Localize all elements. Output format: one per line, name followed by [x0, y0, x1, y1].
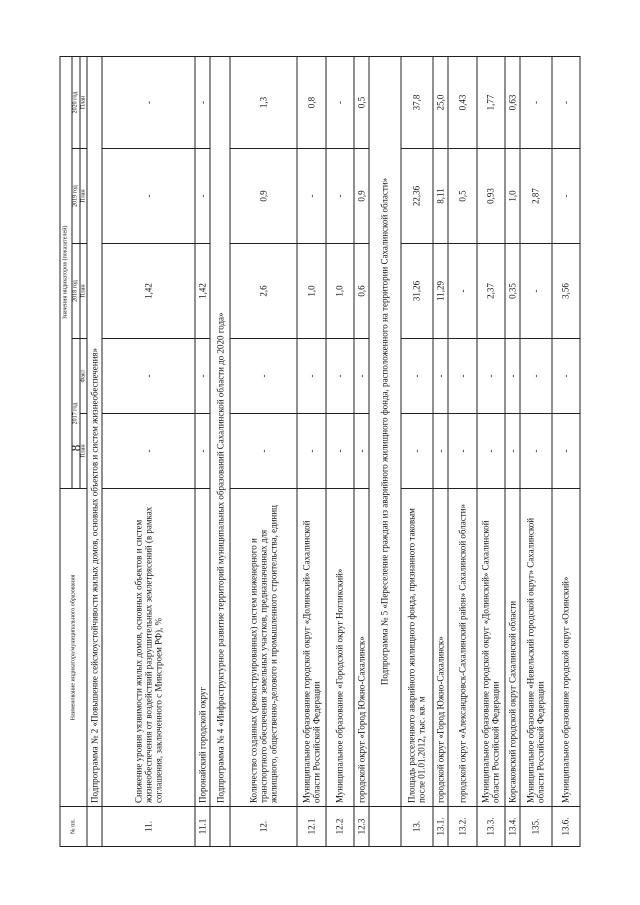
plan-2020-value: - [102, 56, 195, 148]
plan-2017-value: - [552, 414, 580, 489]
table-row [477, 56, 505, 846]
fact-2017-value: - [401, 339, 434, 414]
plan-2018-value: 11,29 [433, 244, 448, 339]
plan-2017-value: - [102, 414, 195, 489]
row-name: Поронайский городской округ [195, 489, 210, 807]
plan-2018-value: 0,35 [505, 244, 520, 339]
header-2018-plan: План [80, 244, 88, 339]
plan-2020-value: 25,0 [433, 56, 448, 148]
table-row [448, 56, 476, 846]
row-number: 13.1. [433, 807, 448, 847]
table-row [326, 56, 354, 846]
plan-2020-value: 0,43 [448, 56, 476, 148]
header-2019-plan: План [80, 149, 88, 244]
indicators-table [60, 56, 581, 847]
plan-2020-value: 0,63 [505, 56, 520, 148]
plan-2018-value: 0,6 [354, 244, 369, 339]
plan-2019-value: - [552, 149, 580, 244]
plan-2019-value: 8,11 [433, 149, 448, 244]
section-title: Подпрограмма № 5 «Переселение граждан из аварийного жилищного фонда, расположенного на территории Сахалинской области» [369, 56, 401, 806]
row-name: городской округ «Город Южно-Сахалинск» [433, 489, 448, 807]
plan-2020-value: 0,8 [297, 56, 325, 148]
header-2018: 2018 год [72, 244, 80, 339]
plan-2017-value: - [448, 414, 476, 489]
plan-2020-value: - [552, 56, 580, 148]
row-number: 13.4. [505, 807, 520, 847]
plan-2017-value: - [520, 414, 552, 489]
fact-2017-value: - [195, 339, 210, 414]
row-number: 11.1 [195, 807, 210, 847]
row-name: Муниципальное образование городской округ «Долинский» Сахалинской области Российской Федерации [297, 489, 325, 807]
fact-2017-value: - [552, 339, 580, 414]
header-number: № пп. [60, 807, 87, 847]
plan-2020-value: - [326, 56, 354, 148]
fact-2017-value: - [505, 339, 520, 414]
row-name: городской округ «Город Южно-Сахалинск» [354, 489, 369, 807]
plan-2017-value: - [230, 414, 297, 489]
section-number-cell [369, 807, 401, 847]
rotated-table-container [60, 57, 581, 847]
header-2017: 2017 год [72, 339, 80, 489]
section-number-cell [210, 807, 230, 847]
header-2020-plan: План [80, 56, 88, 148]
plan-2019-value: 1,0 [505, 149, 520, 244]
plan-2019-value: 0,93 [477, 149, 505, 244]
plan-2017-value: - [433, 414, 448, 489]
plan-2017-value: - [297, 414, 325, 489]
row-number: 13. [401, 807, 434, 847]
table-row [297, 56, 325, 846]
plan-2020-value: - [520, 56, 552, 148]
row-name: Муниципальное образование «Невельский городской округ» Сахалинской области Российской Федерации [520, 489, 552, 807]
plan-2017-value: - [354, 414, 369, 489]
plan-2020-value: 1,77 [477, 56, 505, 148]
fact-2017-value: - [477, 339, 505, 414]
fact-2017-value: - [326, 339, 354, 414]
table-row [195, 56, 210, 846]
plan-2018-value: - [448, 244, 476, 339]
table-row [552, 56, 580, 846]
plan-2018-value: 1,0 [297, 244, 325, 339]
table-row [505, 56, 520, 846]
header-values: Значения индикаторов (показателей) [60, 56, 72, 488]
plan-2018-value: 31,26 [401, 244, 434, 339]
plan-2019-value: 2,87 [520, 149, 552, 244]
fact-2017-value: - [297, 339, 325, 414]
plan-2018-value: 2,6 [230, 244, 297, 339]
row-name: Муниципальное образование «Городской округ Ногликский» [326, 489, 354, 807]
header-name: Наименование индикатора/муниципального образования [60, 489, 87, 807]
table-row [520, 56, 552, 846]
fact-2017-value: - [102, 339, 195, 414]
plan-2017-value: - [401, 414, 434, 489]
header-2019: 2019 год [72, 149, 80, 244]
plan-2019-value: - [326, 149, 354, 244]
plan-2019-value: - [102, 149, 195, 244]
table-row [433, 56, 448, 846]
section-title: Подпрограмма № 4 «Инфраструктурное развитие территорий муниципальных образований Сахалинской области до 2020 года» [210, 56, 230, 806]
row-name: Количество созданных (реконструированных) систем инженерного и транспортного обеспечения земельных участков, предназначенных для жилищного, общественно-делового и промышленного строительства, единиц [230, 489, 297, 807]
fact-2017-value: - [520, 339, 552, 414]
plan-2018-value: 3,56 [552, 244, 580, 339]
header-2020: 2020 год [72, 56, 80, 148]
fact-2017-value: - [448, 339, 476, 414]
plan-2020-value: 1,3 [230, 56, 297, 148]
fact-2017-value: - [230, 339, 297, 414]
table-header [60, 56, 87, 846]
table-body [87, 56, 580, 846]
row-number: 12.1 [297, 807, 325, 847]
row-name: Муниципальное образование городской округ «Долинский» Сахалинской области Российской Федерации [477, 489, 505, 807]
plan-2019-value: - [297, 149, 325, 244]
section-row [87, 56, 102, 846]
row-number: 13.2. [448, 807, 476, 847]
row-number: 13.3. [477, 807, 505, 847]
plan-2020-value: 0,5 [354, 56, 369, 148]
section-title: Подпрограмма № 2 «Повышение сейсмоустойчивости жилых домов, основных объектов и систем жизнеобеспечения» [87, 56, 102, 806]
plan-2017-value: - [326, 414, 354, 489]
plan-2018-value: 1,0 [326, 244, 354, 339]
section-row [210, 56, 230, 846]
section-row [369, 56, 401, 846]
plan-2018-value: 1,42 [102, 244, 195, 339]
plan-2018-value: - [520, 244, 552, 339]
plan-2019-value: 0,9 [230, 149, 297, 244]
plan-2017-value: - [477, 414, 505, 489]
plan-2017-value: - [505, 414, 520, 489]
table-row [230, 56, 297, 846]
row-name: Снижение уровня уязвимости жилых домов, основных объектов и систем жизнеобеспечения от воздействий разрушительных землетрясений (в рамках соглашения, заключенного с Минстроем РФ), % [102, 489, 195, 807]
plan-2018-value: 1,42 [195, 244, 210, 339]
row-name: Муниципальное образование городской округ «Охинский» [552, 489, 580, 807]
plan-2019-value: 22,36 [401, 149, 434, 244]
header-2017-fact: Факт [80, 339, 88, 414]
table-row [354, 56, 369, 846]
plan-2018-value: 2,37 [477, 244, 505, 339]
plan-2019-value: 0,5 [448, 149, 476, 244]
plan-2020-value: 37,8 [401, 56, 434, 148]
header-2017-plan: План [80, 414, 88, 489]
plan-2020-value: - [195, 56, 210, 148]
row-name: городской округ «Александровск-Сахалинский район» Сахалинской области» [448, 489, 476, 807]
fact-2017-value: - [433, 339, 448, 414]
plan-2019-value: 0,9 [354, 149, 369, 244]
row-name: Корсаковский городской округ Сахалинской области [505, 489, 520, 807]
row-name: Площадь расселенного аварийного жилищного фонда, признанного таковым после 01.01.2012, тыс. кв. м [401, 489, 434, 807]
row-number: 12. [230, 807, 297, 847]
row-number: 135. [520, 807, 552, 847]
section-number-cell [87, 807, 102, 847]
table-row [401, 56, 434, 846]
plan-2019-value: - [195, 149, 210, 244]
plan-2017-value: - [195, 414, 210, 489]
row-number: 11. [102, 807, 195, 847]
row-number: 12.2 [326, 807, 354, 847]
page-number: 8 [68, 444, 83, 452]
table-row [102, 56, 195, 846]
fact-2017-value: - [354, 339, 369, 414]
row-number: 13.6. [552, 807, 580, 847]
row-number: 12.3 [354, 807, 369, 847]
